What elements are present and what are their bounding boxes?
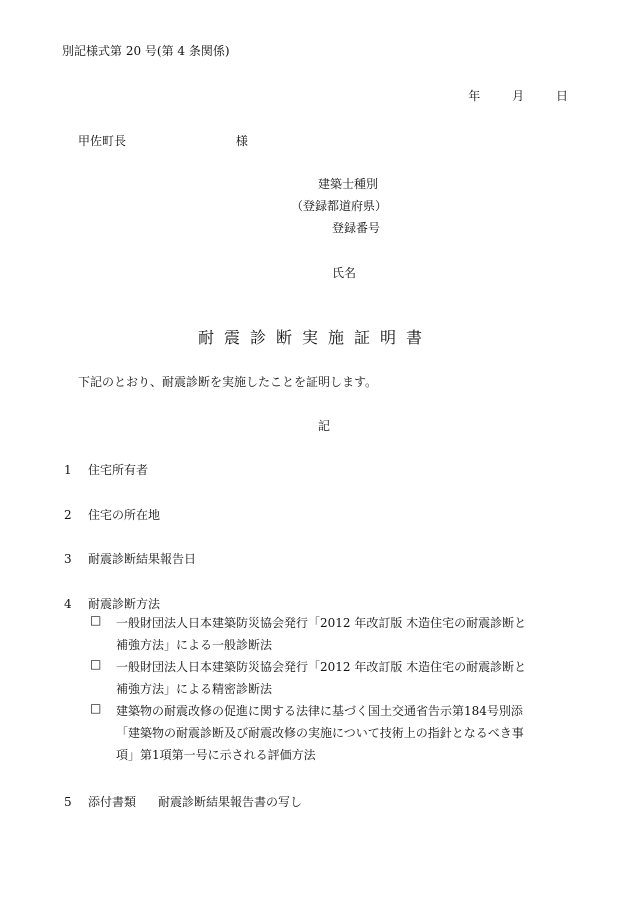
architect-prefecture-label: （登録都道府県） [291,199,388,213]
method-text-line: 項」第1項第一号に示される評価方法 [116,748,316,762]
attachment-value: 耐震診断結果報告書の写し [158,795,303,809]
date-month: 月 [512,89,525,103]
item-number: 3 [64,552,72,566]
document-title: 耐震診断実施証明書 [197,328,432,347]
checkbox-icon[interactable]: □ [90,701,102,715]
method-option-ministry [90,700,585,766]
architect-type-label: 建築士種別 [318,177,379,191]
item-label: 住宅所有者 [88,463,149,477]
item-number: 5 [64,795,72,809]
checkbox-icon[interactable]: □ [90,613,102,627]
certification-statement: 下記のとおり、耐震診断を実施したことを証明します。 [78,375,378,389]
date-day: 日 [555,89,568,103]
method-text-line: 一般財団法人日本建築防災協会発行「2012 年改訂版 木造住宅の耐震診断と [116,616,527,630]
ki-heading: 記 [318,419,331,433]
item-owner [64,462,148,478]
checkbox-icon[interactable]: □ [90,657,102,671]
method-text-line: 補強方法」による精密診断法 [116,682,273,696]
method-option-general [90,612,585,656]
item-number: 2 [64,508,72,522]
method-text-line: 一般財団法人日本建築防災協会発行「2012 年改訂版 木造住宅の耐震診断と [116,660,527,674]
architect-number-label: 登録番号 [332,221,381,235]
date-year: 年 [468,89,481,103]
method-text-line: 建築物の耐震改修の促進に関する法律に基づく国土交通省告示第184号別添 [116,704,523,718]
item-number: 4 [64,597,72,611]
item-label: 添付書類 [88,795,137,809]
item-label: 耐震診断結果報告日 [88,552,197,566]
addressee [78,133,248,149]
addressee-name: 甲佐町長 [78,134,127,148]
date-line [468,88,568,104]
item-label: 住宅の所在地 [88,508,161,522]
architect-name-label: 氏名 [332,266,357,280]
form-number: 別記様式第 20 号(第 4 条関係) [62,44,230,58]
item-report-date [64,551,196,567]
method-text-line: 補強方法」による一般診断法 [116,638,273,652]
item-method [64,596,160,612]
addressee-honorific: 様 [235,134,248,148]
method-text-line: 「建築物の耐震診断及び耐震改修の実施について技術上の指針となるべき事 [116,726,524,740]
item-number: 1 [64,463,72,477]
item-label: 耐震診断方法 [88,597,161,611]
method-option-precise [90,656,585,700]
item-attachments [64,794,302,810]
item-address [64,507,160,523]
